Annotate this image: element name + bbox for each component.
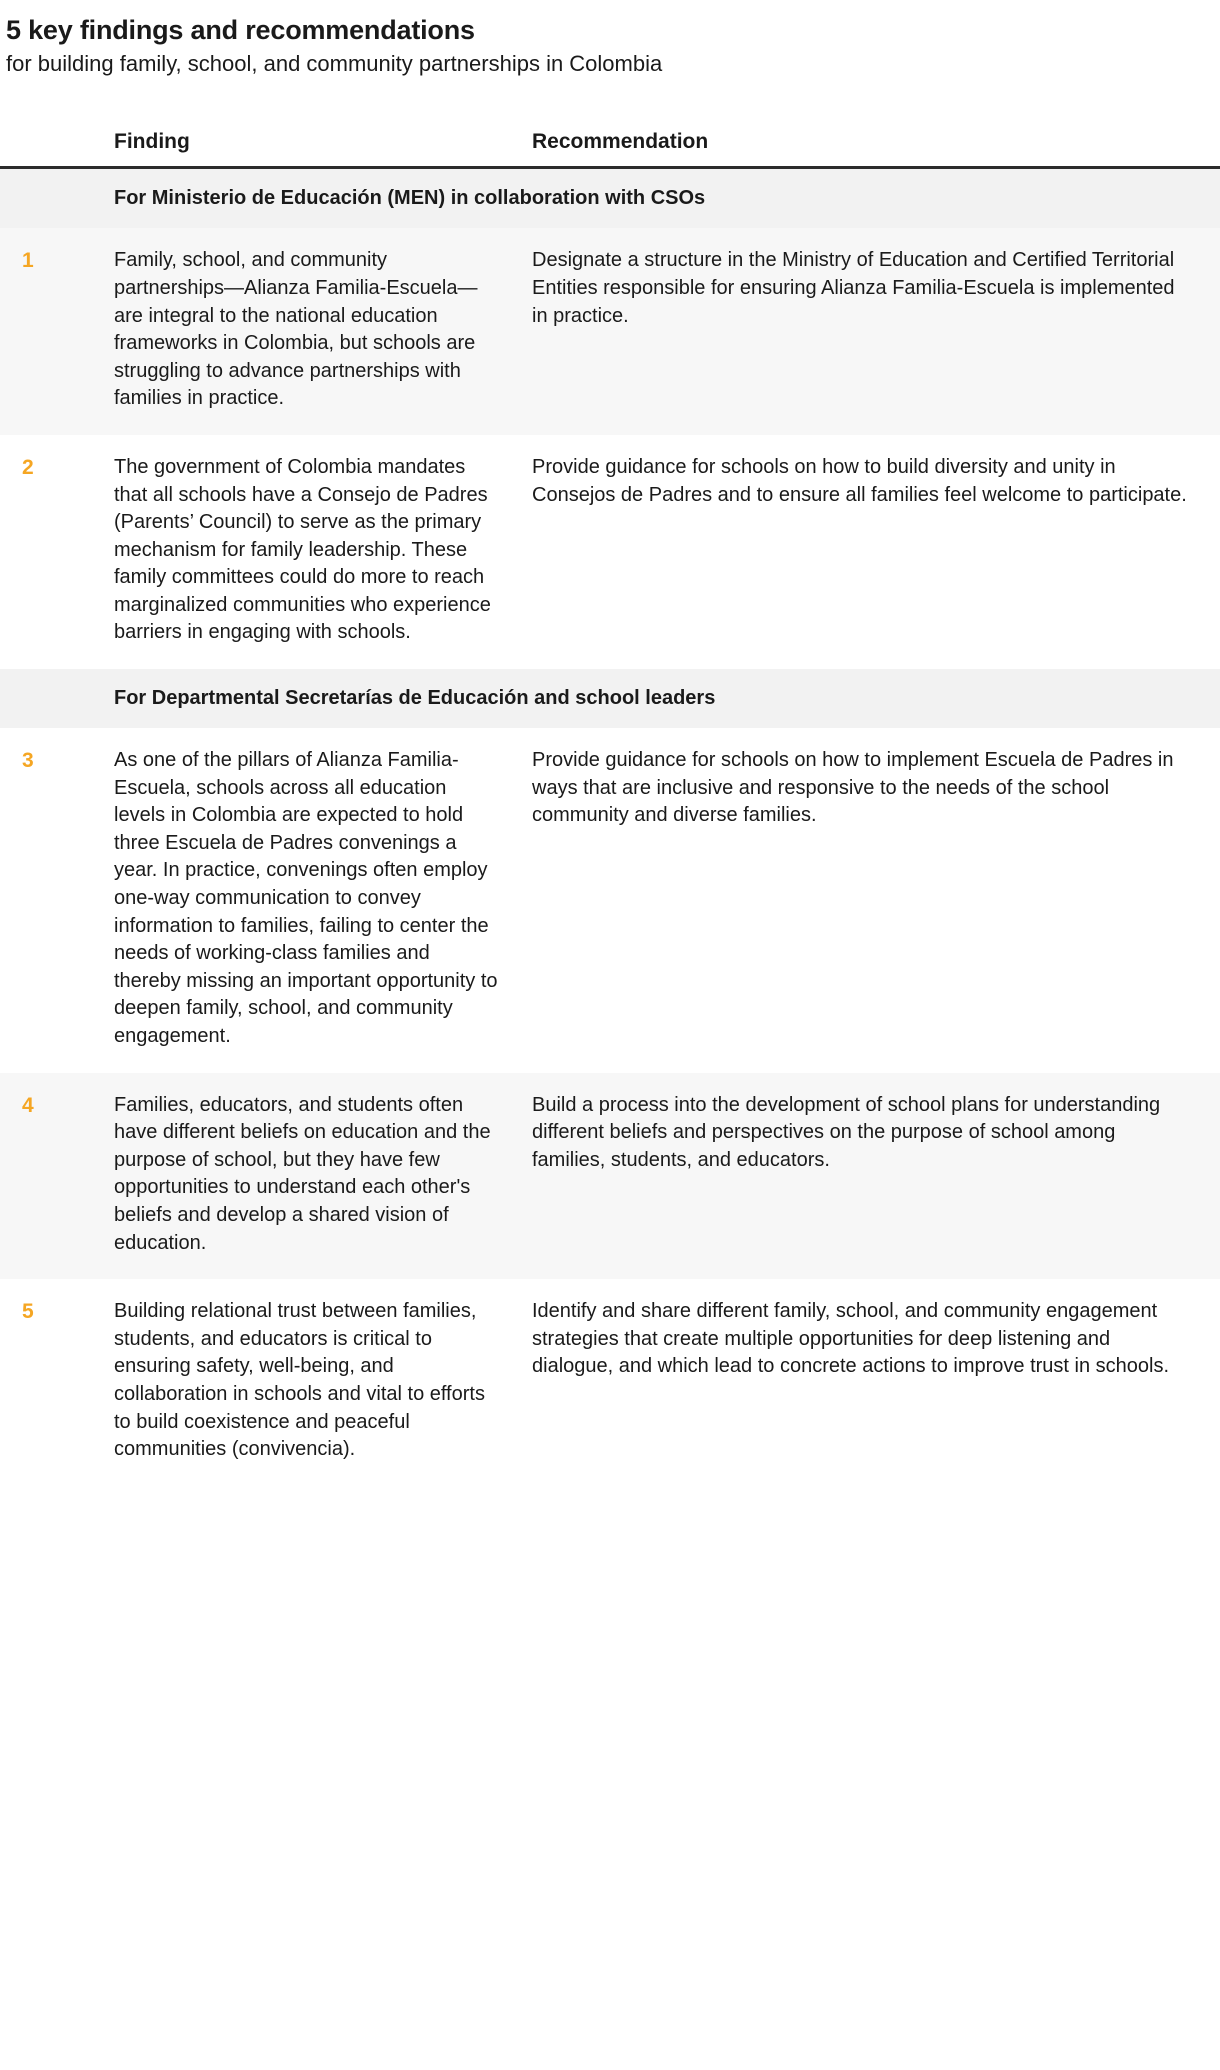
page-subtitle: for building family, school, and community partnerships in Colombia [6, 50, 663, 76]
row-number: 5 [0, 1279, 110, 1486]
table-body [0, 168, 1220, 1486]
row-number: 4 [0, 1073, 110, 1280]
findings-table [0, 130, 1220, 1485]
column-header-number [0, 130, 110, 168]
table-row [0, 1279, 1220, 1486]
row-finding: Families, educators, and students often have different beliefs on education and the purpose of school, but they have few opportunities to understand each other's beliefs and develop a shared vision of education. [110, 1073, 528, 1280]
section-header-row [0, 669, 1220, 728]
section-header-row [0, 168, 1220, 229]
table-row [0, 228, 1220, 435]
row-finding: As one of the pillars of Alianza Familia-Escuela, schools across all education levels in Colombia are expected to hold three Escuela de Padres convenings a year. In practice, convenings often employ one-way communication to convey information to families, failing to center the needs of working-class families and thereby missing an important opportunity to deepen family, school, and community engagement. [110, 728, 528, 1073]
row-finding: The government of Colombia mandates that all schools have a Consejo de Padres (Parents’ Council) to serve as the primary mechanism for family leadership. These family committees could do more to reach marginalized communities who experience barriers in engaging with schools. [110, 435, 528, 669]
row-number: 2 [0, 435, 110, 669]
page-title: 5 key findings and recommendations [6, 15, 475, 45]
row-recommendation: Provide guidance for schools on how to implement Escuela de Padres in ways that are inclusive and responsive to the needs of the school community and diverse families. [528, 728, 1220, 1073]
row-recommendation: Identify and share different family, school, and community engagement strategies that create multiple opportunities for deep listening and dialogue, and which lead to concrete actions to improve trust in schools. [528, 1279, 1220, 1486]
column-header-recommendation: Recommendation [528, 130, 1220, 168]
section-label: For Departmental Secretarías de Educación and school leaders [110, 669, 1220, 728]
row-recommendation: Designate a structure in the Ministry of Education and Certified Territorial Entities responsible for ensuring Alianza Familia-Escuela is implemented in practice. [528, 228, 1220, 435]
row-recommendation: Build a process into the development of school plans for understanding different beliefs and perspectives on the purpose of school among families, students, and educators. [528, 1073, 1220, 1280]
table-row [0, 1073, 1220, 1280]
section-label: For Ministerio de Educación (MEN) in collaboration with CSOs [110, 168, 1220, 229]
section-number-spacer [0, 669, 110, 728]
section-number-spacer [0, 168, 110, 229]
row-number: 3 [0, 728, 110, 1073]
table-header [0, 130, 1220, 168]
column-header-finding: Finding [110, 130, 528, 168]
row-finding: Building relational trust between families, students, and educators is critical to ensuring safety, well-being, and collaboration in schools and vital to efforts to build coexistence and peaceful communities (convivencia). [110, 1279, 528, 1486]
row-number: 1 [0, 228, 110, 435]
table-row [0, 435, 1220, 669]
row-finding: Family, school, and community partnerships—Alianza Familia-Escuela—are integral to the national education frameworks in Colombia, but schools are struggling to advance partnerships with families in practice. [110, 228, 528, 435]
table-row [0, 728, 1220, 1073]
row-recommendation: Provide guidance for schools on how to build diversity and unity in Consejos de Padres and to ensure all families feel welcome to participate. [528, 435, 1220, 669]
